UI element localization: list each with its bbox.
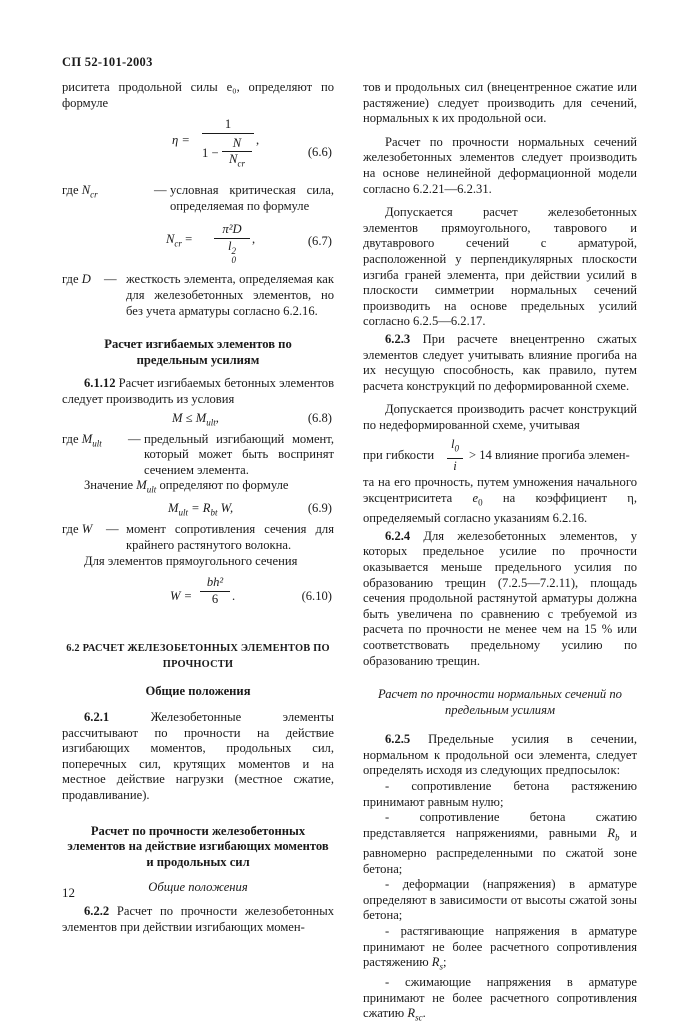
eq69-label: (6.9) [307, 501, 332, 516]
page-number: 12 [62, 885, 75, 900]
right-column [363, 80, 637, 1027]
para-6-2-1 [62, 710, 334, 804]
eq66-den-den: N [229, 152, 238, 167]
rb-symbol: R [607, 825, 616, 840]
where-word: где [62, 183, 79, 198]
where-dash: — [128, 431, 141, 446]
b2-b: и равномерно распределенными по сжатой зоне бетона; [363, 825, 637, 876]
ncr-symbol: N [81, 183, 91, 198]
eq69-a: M [168, 501, 179, 516]
equation-6-6 [62, 115, 334, 177]
where-w [62, 522, 334, 553]
bullet-3: - деформации (напряжения) в арматуре определяют в зависимости от высоты сжатой зоны бетона; [363, 877, 637, 923]
mult-value-sym: M [136, 478, 147, 493]
where-d [62, 272, 334, 319]
para-undeformed: Допускается производить расчет конструкций по недеформированной схеме, учитывая [363, 402, 637, 432]
eq66-den-pre: 1 − [202, 145, 219, 160]
where-word: где [62, 522, 79, 537]
equation-6-9 [62, 498, 334, 522]
eq67-den-sub: 0 [231, 254, 236, 265]
bullet-4 [363, 924, 637, 975]
flex-num: l [451, 437, 455, 452]
eq66-den-num: N [222, 136, 252, 153]
mult-definition: предельный изгибающий момент, который может быть воспринят сечением элемента. [144, 431, 334, 477]
para-6-2-5 [363, 732, 637, 779]
bullet-2 [363, 810, 637, 877]
flex-cont-a: та на его прочность, путем умножения начального эксцентриситета [363, 475, 637, 506]
eq610-num: bh² [200, 575, 230, 592]
eq67-lhs-sub: cr [174, 238, 182, 249]
eq610-label: (6.10) [301, 589, 332, 604]
w-definition: момент сопротивления сечения для крайнего растянутого волокна. [126, 522, 334, 553]
eq610-lhs: W = [170, 589, 193, 604]
para-allowed-calc: Допускается расчет железобетонных элементов прямоугольного, таврового и двутаврового сечений с арматурой, расположенной у перпендикулярных плоскости изгиба граней элемента, при действии усилий в плоскости симметрии нормальных сечений производить на основе предельных усилий согласно 6.2.5—6.2.17. [363, 205, 637, 329]
b4-b: ; [443, 955, 447, 970]
eq66-tail: , [256, 133, 260, 148]
flex-pre: при гибкости [363, 448, 435, 463]
heading-general-italic: Общие положения [148, 880, 248, 895]
heading-general: Общие положения [145, 684, 251, 699]
eq68-tail: , [215, 410, 219, 425]
equation-6-7 [62, 220, 334, 264]
flexibility-line [363, 435, 637, 475]
para-6-2-3 [363, 332, 637, 394]
eq67-tail: , [252, 232, 256, 247]
mult-sub: ult [92, 438, 102, 449]
continuation-text: тов и продольных сил (внецентренное сжатие или растяжение) следует производить для сечений, нормальных к их продольной оси. [363, 80, 637, 126]
eq610-den: 6 [211, 591, 219, 606]
where-dash: — [154, 183, 167, 198]
heading-bending-elements: Расчет изгибаемых элементов по предельным усилиям [104, 337, 292, 367]
heading-normal-sections-italic: Расчет по прочности нормальных сечений по предельным усилиям [378, 687, 622, 717]
para-number: 6.2.1 [84, 709, 110, 724]
para-number: 6.2.4 [385, 528, 411, 543]
para-number: 6.2.2 [84, 903, 110, 918]
d-symbol: D [81, 272, 91, 287]
rs-symbol: R [431, 955, 440, 970]
rsc-symbol: R [407, 1006, 416, 1021]
bullet-1: - сопротивление бетона растяжению принимают равным нулю; [363, 779, 637, 809]
d-definition: жесткость элемента, определяемая как для железобетонных элементов, но без учета арматуры согласно 6.2.16. [126, 272, 334, 318]
d-definition-wrap [126, 272, 334, 319]
para-text: При расчете внецентренно сжатых элементов следует учитывать влияние прогиба на их несущую способность, как правило, путем расчета конструкций по деформированной схеме. [363, 331, 637, 393]
eq66-label: (6.6) [307, 145, 332, 160]
eq67-eq: = [185, 232, 193, 247]
w-symbol: W [81, 522, 93, 537]
eq68-sub: ult [206, 417, 216, 428]
where-ncr [62, 183, 334, 214]
para-text: Расчет по прочности железобетонных элементов при действии изгибающих момен- [62, 903, 335, 934]
b4-a: - растягивающие напряжения в арматуре принимают не более расчетного сопротивления растяжению [363, 923, 637, 970]
rb-sub: b [615, 832, 620, 843]
rs-sub: s [439, 961, 443, 972]
bullet-5 [363, 975, 637, 1026]
where-word: где [62, 272, 79, 287]
flex-post: > 14 влияние прогиба элемен- [469, 448, 630, 463]
eq69-b-sub: bt [210, 507, 218, 518]
para-6-1-12 [62, 376, 334, 407]
section-6-2-title: 6.2 РАСЧЕТ ЖЕЛЕЗОБЕТОННЫХ ЭЛЕМЕНТОВ ПО ПРОЧНОСТИ [66, 643, 330, 670]
equation-6-8 [62, 408, 334, 432]
intro-text: риситета продольной силы e₀, определяют по формуле [62, 80, 334, 110]
left-column [62, 80, 334, 935]
eq67-label: (6.7) [307, 234, 332, 249]
mult-symbol: M [81, 431, 93, 446]
para-flex-cont [363, 475, 637, 526]
rect-section-text: Для элементов прямоугольного сечения [84, 553, 298, 568]
eq67-den-sup: 2 [231, 245, 236, 256]
e0-symbol: e [472, 491, 479, 506]
ncr-definition: условная критическая сила, определяемая по формуле [170, 183, 334, 213]
b2-a: - сопротивление бетона сжатию представляется напряжениями, равными [363, 810, 637, 840]
heading-rc-bending-longitudinal: Расчет по прочности железобетонных элементов на действие изгибающих моментов и продольных сил [67, 823, 329, 869]
eq69-a-sub: ult [178, 507, 189, 518]
eq69-b: = R [188, 501, 211, 516]
para-number: 6.2.3 [385, 331, 411, 346]
where-dash: — [104, 272, 117, 287]
eq67-num: π²D [214, 222, 250, 239]
mult-value-pre: Значение [84, 478, 137, 493]
where-dash: — [106, 522, 119, 537]
para-text: Предельные усилия в сечении, нормальном к продольной оси элемента, следует определять исходя из следующих предпосылок: [363, 732, 637, 778]
flex-cont-b: на коэффициент η, определяемый согласно указаниям 6.2.16. [363, 491, 637, 526]
eq67-lhs: N [166, 232, 175, 247]
para-text: Для железобетонных элементов, у которых предельное усилие по прочности оказывается меньше предельного усилия по образованию трещин (7.2.5—7.2.11), площадь сечения продольной растянутой арматуры должна быть увеличена по сравнению с требуемой из расчета по прочности не менее чем на 15 % или соответствовать предельному усилию по образованию трещин. [363, 528, 638, 668]
eq610-tail: . [232, 589, 236, 604]
b5-a: - сжимающие напряжения в арматуре принимают не более расчетного сопротивления сжатию [363, 975, 637, 1021]
mult-value-post: определяют по формуле [156, 478, 289, 493]
flex-den: i [453, 458, 457, 473]
where-word: где [62, 431, 79, 446]
b5-b: . [422, 1006, 426, 1021]
eq66-lhs: η = [172, 133, 190, 148]
e0-sub: 0 [478, 497, 483, 508]
para-6-2-4 [363, 529, 637, 669]
para-6-2-2 [62, 904, 334, 935]
eq67-den: l [228, 238, 232, 253]
para-normal-sections: Расчет по прочности нормальных сечений железобетонных элементов следует производить на основе нелинейной деформационной модели согласно 6.2.21—6.2.31. [363, 134, 637, 196]
rsc-sub: sc [415, 1012, 423, 1023]
eq66-num: 1 [202, 117, 254, 134]
equation-6-10 [62, 573, 334, 623]
doc-code-header: СП 52-101-2003 [62, 55, 153, 69]
mult-value-sub: ult [146, 484, 157, 495]
eq68-text: M ≤ M [172, 410, 207, 425]
eq69-c: W, [217, 501, 234, 516]
para-number: 6.1.12 [84, 376, 116, 391]
ncr-sub: cr [90, 189, 98, 200]
eq66-den-den-sub: cr [237, 158, 245, 169]
flex-num-sub: 0 [454, 443, 459, 454]
where-mult [62, 432, 334, 479]
para-text: Расчет изгибаемых бетонных элементов следует производить из условия [62, 376, 335, 406]
para-text: Железобетонные элементы рассчитывают по прочности на действие изгибающих моментов, продольных сил, поперечных сил, крутящих моментов и на местное действие нагрузки (местное сжатие, продавливание). [62, 709, 334, 802]
para-number: 6.2.5 [385, 732, 411, 747]
mult-value-line [62, 478, 334, 498]
eq68-label: (6.8) [307, 410, 332, 425]
